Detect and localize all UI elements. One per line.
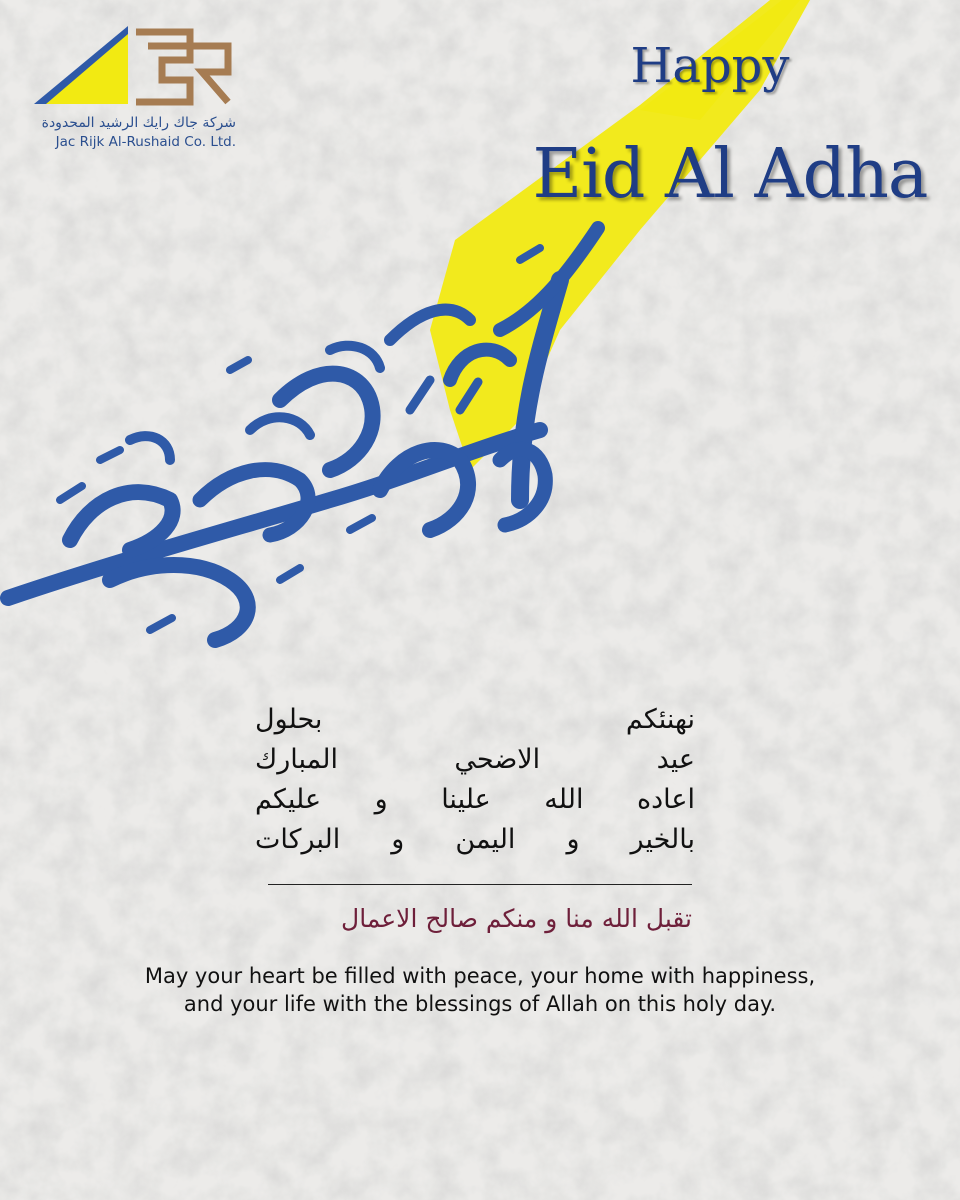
- divider-line: [268, 884, 692, 885]
- happy-heading: Happy: [630, 38, 790, 94]
- eid-adha-calligraphy-icon: [0, 200, 620, 660]
- greeting-line: اعاده الله علينا و عليكم: [255, 784, 695, 815]
- company-name-arabic: شركة جاك رايك الرشيد المحدودة: [41, 115, 236, 131]
- message-line: and your life with the blessings of Allah on this holy day.: [183, 992, 777, 1016]
- greeting-line: عيد الاضحي المبارك: [255, 744, 695, 775]
- greeting-line: نهنئكم بحلول: [255, 704, 695, 735]
- calligraphy-text: عيد أضحى: [0, 200, 5, 201]
- arabic-greeting: [255, 700, 695, 860]
- jrr-monogram-icon: [32, 24, 232, 110]
- dua-text: تقبل الله منا و منكم صالح الاعمال: [341, 904, 692, 933]
- company-name-english: Jac Rijk Al-Rushaid Co. Ltd.: [55, 134, 236, 150]
- eid-al-adha-title: Eid Al Adha: [532, 135, 928, 214]
- english-message: [60, 962, 900, 1018]
- message-line: May your heart be filled with peace, your home with happiness,: [144, 964, 816, 988]
- greeting-line: بالخير و اليمن و البركات: [255, 824, 695, 855]
- company-logo: [30, 22, 250, 152]
